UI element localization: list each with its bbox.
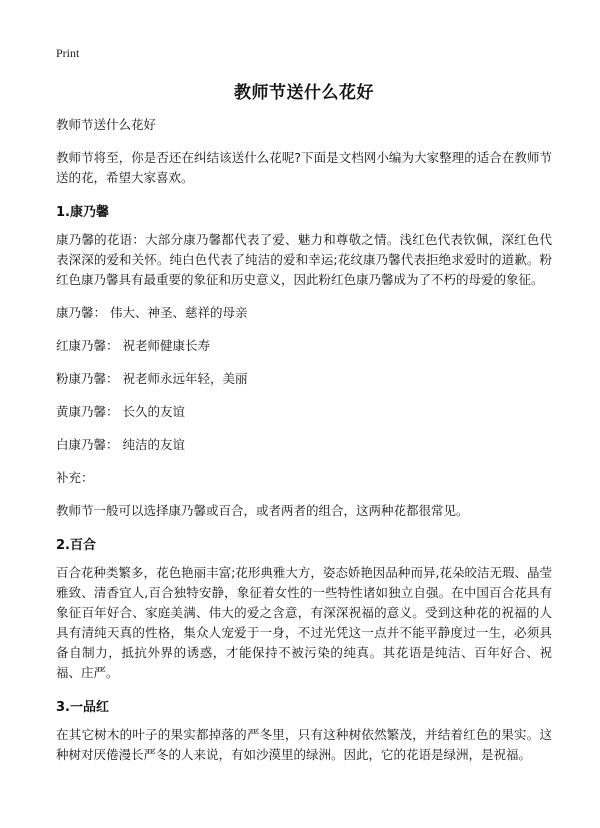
meaning-text: 祝老师永远年轻，美丽	[122, 371, 248, 386]
subtitle: 教师节送什么花好	[56, 117, 157, 132]
meaning-item	[56, 435, 552, 455]
print-link[interactable]: Print	[56, 46, 80, 60]
intro-paragraph: 教师节将至，你是否还在纠结该送什么花呢?下面是文档网小编为大家整理的适合在教师节送的花，希望大家喜欢。	[56, 150, 552, 185]
meaning-text: 伟大、神圣、慈祥的母亲	[110, 305, 248, 320]
poinsettia-paragraph: 在其它树木的叶子的果实都掉落的严冬里，只有这种树依然繁茂，并结着红色的果实。这种树对厌倦漫长严冬的人来说，有如沙漠里的绿洲。因此，它的花语是绿洲，是祝福。	[56, 727, 552, 762]
meaning-text: 纯洁的友谊	[122, 437, 186, 452]
meaning-item	[56, 336, 552, 356]
lily-paragraph: 百合花种类繁多，花色艳丽丰富;花形典雅大方，姿态娇艳因品种而异,花朵皎洁无瑕、晶莹雅致、清香宜人,百合独特安静，象征着女性的一些特性诸如独立自强。在中国百合花具有象征百年好合、家庭美满、伟大的爱之含意，有深深祝福的意义。受到这种花的祝福的人具有清纯天真的性格，集众人宠爱于一身，不过光凭这一点并不能平静度过一生，必须具备自制力，抵抗外界的诱惑，才能保持不被污染的纯真。其花语是纯洁、百年好合、祝福、庄严。	[56, 565, 552, 680]
meaning-name: 康乃馨：	[56, 305, 107, 320]
meaning-name: 红康乃馨：	[56, 338, 119, 353]
section-heading-carnation: 1.康乃馨	[56, 205, 109, 220]
section-heading-poinsettia: 3.一品红	[56, 700, 109, 715]
section-heading-lily: 2.百合	[56, 538, 96, 553]
meaning-name: 粉康乃馨：	[56, 371, 119, 386]
meaning-item	[56, 402, 552, 422]
supplement-label: 补充：	[56, 470, 94, 485]
meaning-text: 祝老师健康长寿	[122, 338, 211, 353]
meaning-name: 白康乃馨：	[56, 437, 119, 452]
meaning-text: 长久的友谊	[122, 404, 186, 419]
meaning-item	[56, 303, 552, 323]
page-title: 教师节送什么花好	[234, 83, 374, 103]
supplement-paragraph: 教师节一般可以选择康乃馨或百合，或者两者的组合，这两种花都很常见。	[56, 503, 469, 518]
meaning-item	[56, 369, 552, 389]
document-body	[56, 78, 552, 778]
meaning-name: 黄康乃馨：	[56, 404, 119, 419]
carnation-paragraph: 康乃馨的花语：大部分康乃馨都代表了爱、魅力和尊敬之情。浅红色代表钦佩，深红色代表深深的爱和关怀。纯白色代表了纯洁的爱和幸运;花纹康乃馨代表拒绝求爱时的道歉。粉红色康乃馨具有最重要的象征和历史意义，因此粉红色康乃馨成为了不朽的母爱的象征。	[56, 232, 552, 287]
